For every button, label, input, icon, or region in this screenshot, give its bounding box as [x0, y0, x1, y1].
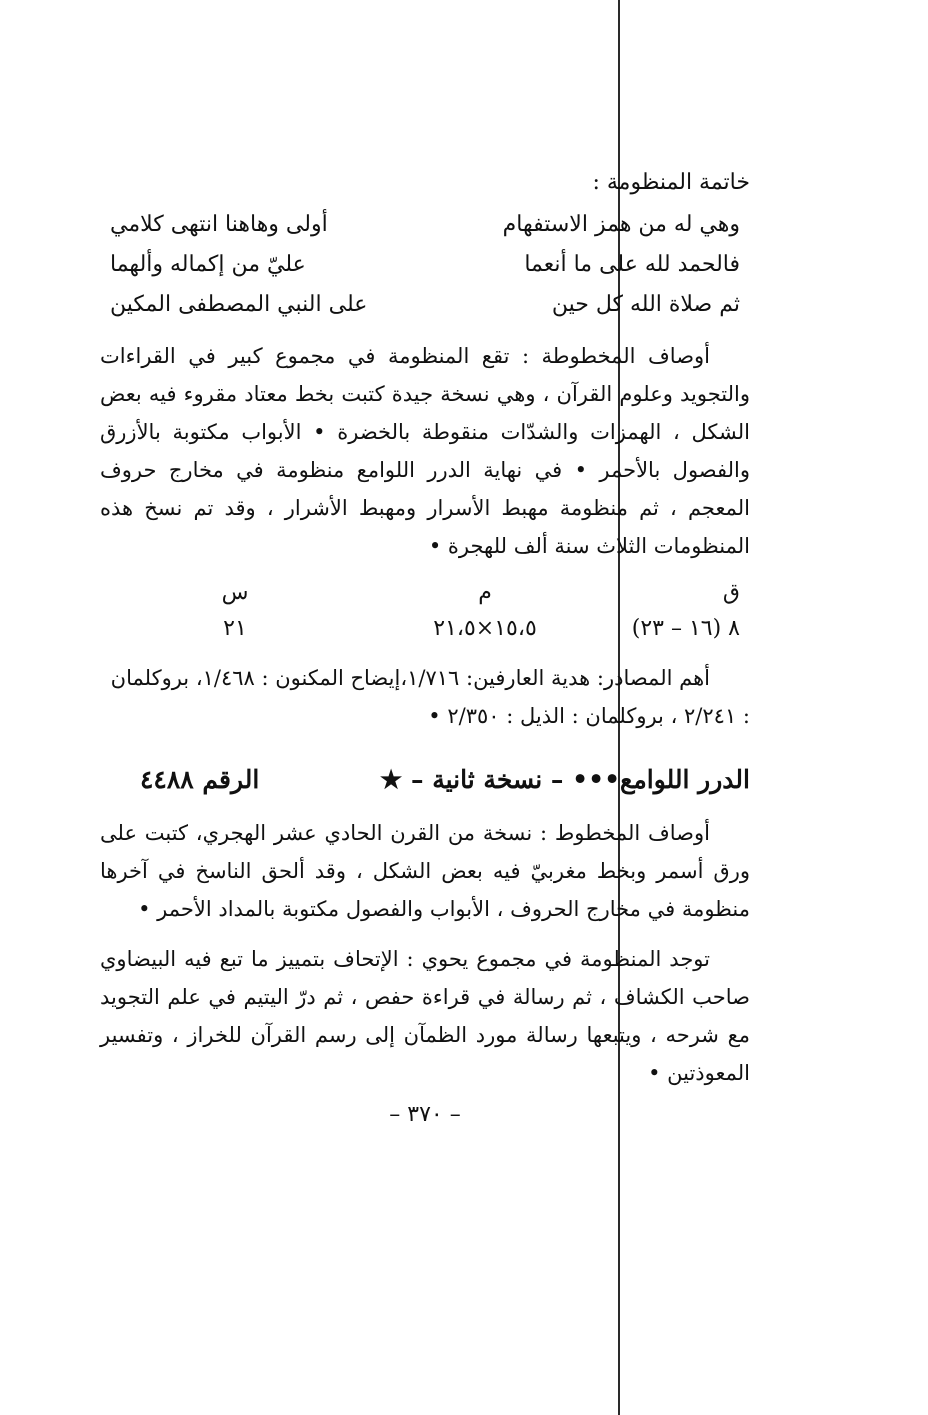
page-number: – ٣٧٠ –: [389, 1102, 461, 1127]
second-copy-title: [100, 765, 750, 794]
size-value: ١٥،٥×٢١،٥: [433, 616, 537, 641]
document-page: [100, 170, 750, 1127]
verse-2-first-hemistich: فالحمد لله على ما أنعما: [524, 252, 740, 277]
measurement-values: [100, 611, 750, 647]
verse-row-3: [100, 285, 750, 325]
leaves-value: ٨ (١٦ – ٢٣): [631, 616, 740, 641]
sources-paragraph: أهم المصادر: هدية العارفين: ١/٧١٦،إيضاح المكنون : ١/٤٦٨، بروكلمان : ٢/٢٤١ ، بروكلمان : الذيل : ٢/٣٥٠ •: [110, 666, 750, 728]
verse-2-second-hemistich: عليّ من إكماله وألهما: [110, 252, 306, 277]
verse-1-first-hemistich: وهي له من همز الاستفهام: [502, 212, 740, 237]
measurement-labels: [100, 575, 750, 611]
second-copy-number: الرقم ٤٤٨٨: [140, 765, 260, 794]
size-label: م: [478, 580, 492, 605]
verse-row-1: [100, 205, 750, 245]
verse-1-second-hemistich: أولى وهاهنا انتهى كلامي: [110, 212, 328, 237]
manuscript-description-paragraph: أوصاف المخطوطة : تقع المنظومة في مجموع كبير في القراءات والتجويد وعلوم القرآن ، وهي نسخة جيدة كتبت بخط معتاد مقروء فيه بعض الشكل ، الهمزات والشدّات منقوطة بالخضرة • الأبواب مكتوبة بالأزرق والفصول بالأحمر • في نهاية الدرر اللوامع منظومة في مخارج حروف المعجم ، ثم منظومة مهبط الأسرار ومهبط الأشرار ، وقد تم نسخ هذه المنظومات الثلاث سنة ألف للهجرة •: [100, 344, 750, 558]
second-copy-description-paragraph: أوصاف المخطوط : نسخة من القرن الحادي عشر الهجري، كتبت على ورق أسمر وبخط مغربيّ فيه بعض الشكل ، وقد ألحق الناسخ في آخرها منظومة في مخارج الحروف ، الأبواب والفصول مكتوبة بالمداد الأحمر •: [100, 821, 750, 921]
lines-label: س: [221, 580, 249, 605]
verse-3-second-hemistich: على النبي المصطفى المكين: [110, 292, 368, 317]
lines-value: ٢١: [223, 616, 247, 641]
verse-3-first-hemistich: ثم صلاة الله كل حين: [551, 292, 740, 317]
closing-heading: خاتمة المنظومة :: [592, 170, 750, 195]
leaves-label: ق: [722, 580, 740, 605]
collection-contents-paragraph: توجد المنظومة في مجموع يحوي : الإتحاف بتمييز ما تبع فيه البيضاوي صاحب الكشاف ، ثم رسالة في قراءة حفص ، ثم درّ اليتيم في علم التجويد مع شرحه ، ويتبعها رسالة مورد الظمآن إلى رسم القرآن للخراز ، وتفسير المعوذتين •: [100, 947, 750, 1085]
verse-row-2: [100, 245, 750, 285]
second-copy-name: الدرر اللوامع••• – نسخة ثانية – ★: [379, 765, 750, 794]
